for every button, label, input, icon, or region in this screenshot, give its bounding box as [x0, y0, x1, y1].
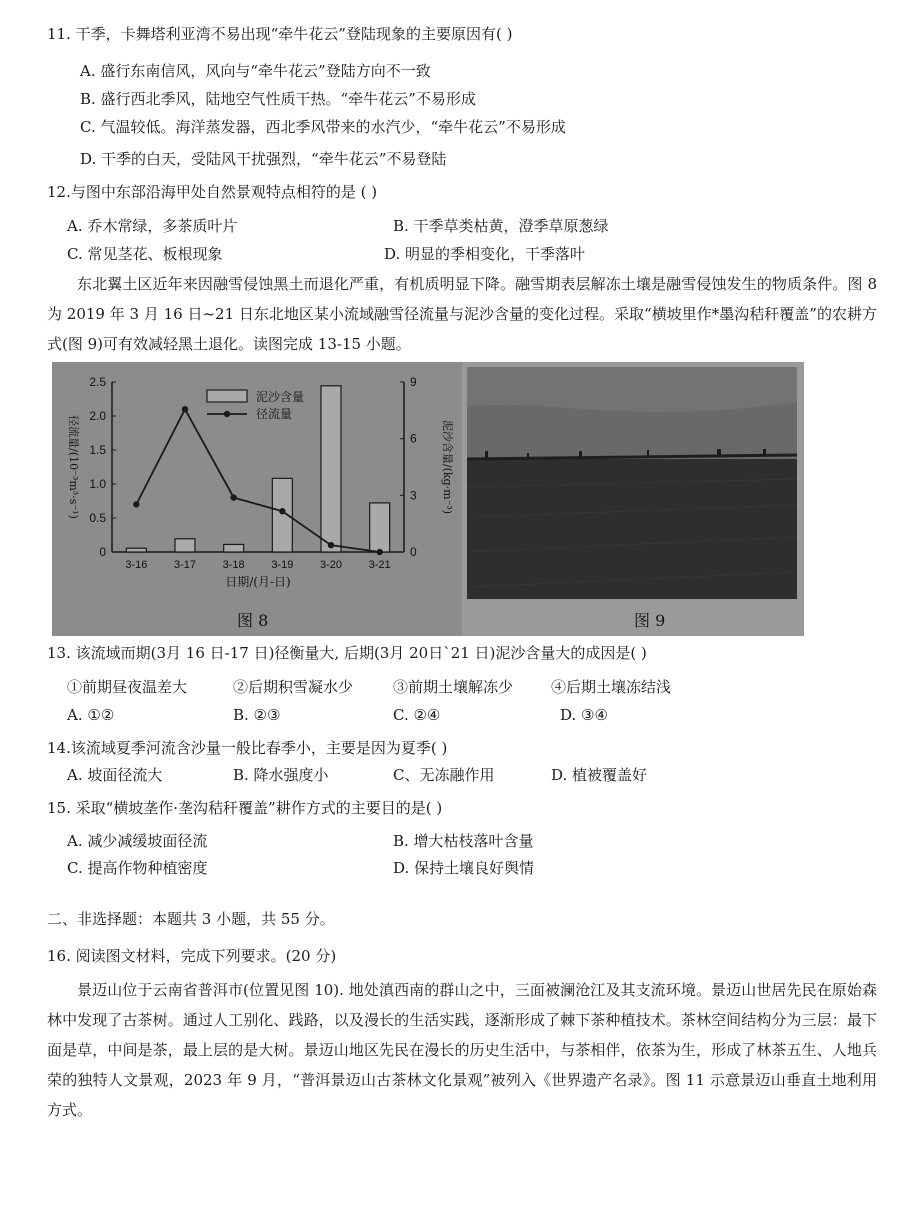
- runoff-point: [376, 549, 382, 555]
- x-tick-label: 3-18: [222, 559, 245, 571]
- left-tick-label: 2.5: [89, 375, 106, 389]
- q11-option-d: D. 干季的白天，受陆风干扰强烈，“牵牛花云”不易登陆: [80, 150, 447, 168]
- x-tick-label: 3-20: [319, 559, 343, 571]
- right-tick-label: 6: [410, 431, 417, 446]
- q12-option-a: A. 乔木常绿，多茶质叶片: [67, 217, 238, 235]
- figure-8-chart: [52, 362, 462, 636]
- q15-stem: 15. 采取“横坡垄作·垄沟秸秆覆盖”耕作方式的主要目的是( ): [47, 799, 443, 817]
- runoff-point: [279, 508, 285, 514]
- left-tick-label: 0.5: [89, 511, 106, 525]
- sediment-bar: [175, 539, 195, 552]
- left-axis-title: 径流量/(10⁻³m³·s⁻¹): [67, 415, 80, 519]
- right-tick-label: 3: [410, 488, 417, 503]
- q12-option-b: B. 干季草类枯黄，澄季草原葱绿: [393, 217, 609, 235]
- sediment-bar: [126, 548, 146, 552]
- field-photo-art: [467, 367, 797, 599]
- q13-statement-4: ④后期土壤冻结浅: [551, 678, 672, 696]
- runoff-point: [230, 494, 236, 500]
- x-axis-title: 日期/(月-日): [225, 575, 291, 589]
- q16-stem: 16. 阅读图文材料，完成下列要求。(20 分): [47, 947, 337, 965]
- q11-option-b: B. 盛行西北季风，陆地空气性质干热。“牵牛花云”不易形成: [80, 90, 476, 108]
- legend-label-sediment: 泥沙含量: [256, 390, 305, 404]
- left-tick-label: 1.5: [89, 443, 106, 457]
- field-photo: [467, 367, 797, 599]
- q11-option-a: A. 盛行东南信风，风向与“牵牛花云”登陆方向不一致: [80, 62, 431, 80]
- x-tick-label: 3-17: [173, 559, 197, 571]
- chart-legend: [207, 389, 304, 421]
- left-tick-label: 1.0: [89, 477, 106, 491]
- sediment-bar: [224, 544, 244, 552]
- section-2-heading: 二、非选择题：本题共 3 小题，共 55 分。: [47, 910, 335, 928]
- q14-stem: 14.该流域夏季河流含沙量一般比春季小，主要是因为夏季( ): [47, 739, 448, 757]
- q12-stem: 12.与图中东部沿海甲处自然景观特点相符的是 ( ): [47, 183, 378, 201]
- q12-option-c: C. 常见茎花、板根现象: [67, 245, 223, 263]
- q13-option-c: C. ②④: [393, 706, 441, 724]
- q13-statement-2: ②后期积雪凝水少: [233, 678, 354, 696]
- figure-9-panel: [462, 362, 804, 636]
- runoff-point: [133, 501, 139, 507]
- legend-swatch-runoff-point: [224, 411, 230, 417]
- figure-9-caption: 图 9: [634, 611, 666, 630]
- q13-statement-1: ①前期昼夜温差大: [67, 678, 188, 696]
- sediment-bar: [321, 386, 341, 552]
- intro-paragraph: 东北翼土区近年来因融雪侵蚀黑土而退化严重，有机质明显下降。融雪期表层解冻土壤是融雪侵蚀发生的物质条件。图 8 为 2019 年 3 月 16 日~21 日东北地区某小流域融雪径流量与泥沙含量的变化过程。采取“横坡里作*墨沟秸秆覆盖”的农耕方式(图 9)可有效减轻黑土退化。读图完成 13-15 小题。: [47, 275, 877, 353]
- x-tick-label: 3-16: [125, 559, 148, 571]
- q13-option-a: A. ①②: [67, 706, 115, 724]
- q13-statement-3: ③前期土壤解冻少: [393, 678, 514, 696]
- q14-option-c: C、无冻融作用: [393, 766, 495, 784]
- runoff-line: [136, 409, 379, 552]
- legend-swatch-sediment: [207, 390, 247, 402]
- q14-option-b: B. 降水强度小: [233, 766, 329, 784]
- left-tick-label: 0: [99, 545, 106, 559]
- q15-option-d: D. 保持土壤良好舆情: [393, 859, 535, 877]
- figure-8-panel: [52, 362, 462, 636]
- q13-option-b: B. ②③: [233, 706, 281, 724]
- q16-material: 景迈山位于云南省普洱市(位置见图 10). 地处滇西南的群山之中，三面被澜沧江及其支流环境。景迈山世居先民在原始森林中发现了古茶树。通过人工别化、践路，以及漫长的生活实践，逐渐形成了棘下茶种植技术。茶林空间结构分为三层：最下面是草，中间是茶，最上层的是大树。景迈山地区先民在漫长的历史生活中，与茶相伴，依茶为生，形成了林茶五生、人地兵荣的独特人文景观，2023 年 9 月，“普洱景迈山古茶林文化景观”被列入《世界遗产名录》。图 11 示意景迈山垂直土地利用方式。: [47, 981, 877, 1119]
- x-tick-label: 3-19: [271, 559, 294, 571]
- line-series-runoff: [133, 406, 383, 555]
- q12-option-d: D. 明显的季相变化，干季落叶: [384, 245, 586, 263]
- right-tick-label: 9: [410, 375, 417, 389]
- right-axis-title: 泥沙含量/(kg·m⁻³): [441, 419, 454, 515]
- q13-option-d: D. ③④: [560, 706, 608, 724]
- left-tick-label: 2.0: [89, 409, 106, 423]
- q15-option-c: C. 提高作物种植密度: [67, 859, 208, 877]
- q15-option-a: A. 减少减缓坡面径流: [67, 832, 208, 850]
- right-tick-label: 0: [410, 545, 417, 559]
- runoff-point: [182, 406, 188, 412]
- q11-option-c: C. 气温较低。海洋蒸发器，西北季风带来的水汽少，“牵牛花云”不易形成: [80, 118, 566, 136]
- legend-label-runoff: 径流量: [256, 407, 293, 421]
- q15-option-b: B. 增大枯枝落叶含量: [393, 832, 534, 850]
- x-tick-label: 3-21: [368, 559, 391, 571]
- q13-stem: 13. 该流域而期(3月 16 日-17 日)径衡量大, 后期(3月 20日`21 日)泥沙含量大的成因是( ): [47, 644, 647, 662]
- q14-option-a: A. 坡面径流大: [67, 766, 163, 784]
- runoff-point: [328, 542, 334, 548]
- q14-option-d: D. 植被覆盖好: [551, 766, 648, 784]
- figure-8-caption: 图 8: [237, 611, 269, 630]
- q11-stem: 11. 干季，卡舞塔利亚湾不易出现“牵牛花云”登陆现象的主要原因有( ): [47, 25, 513, 43]
- sediment-bar: [370, 503, 390, 552]
